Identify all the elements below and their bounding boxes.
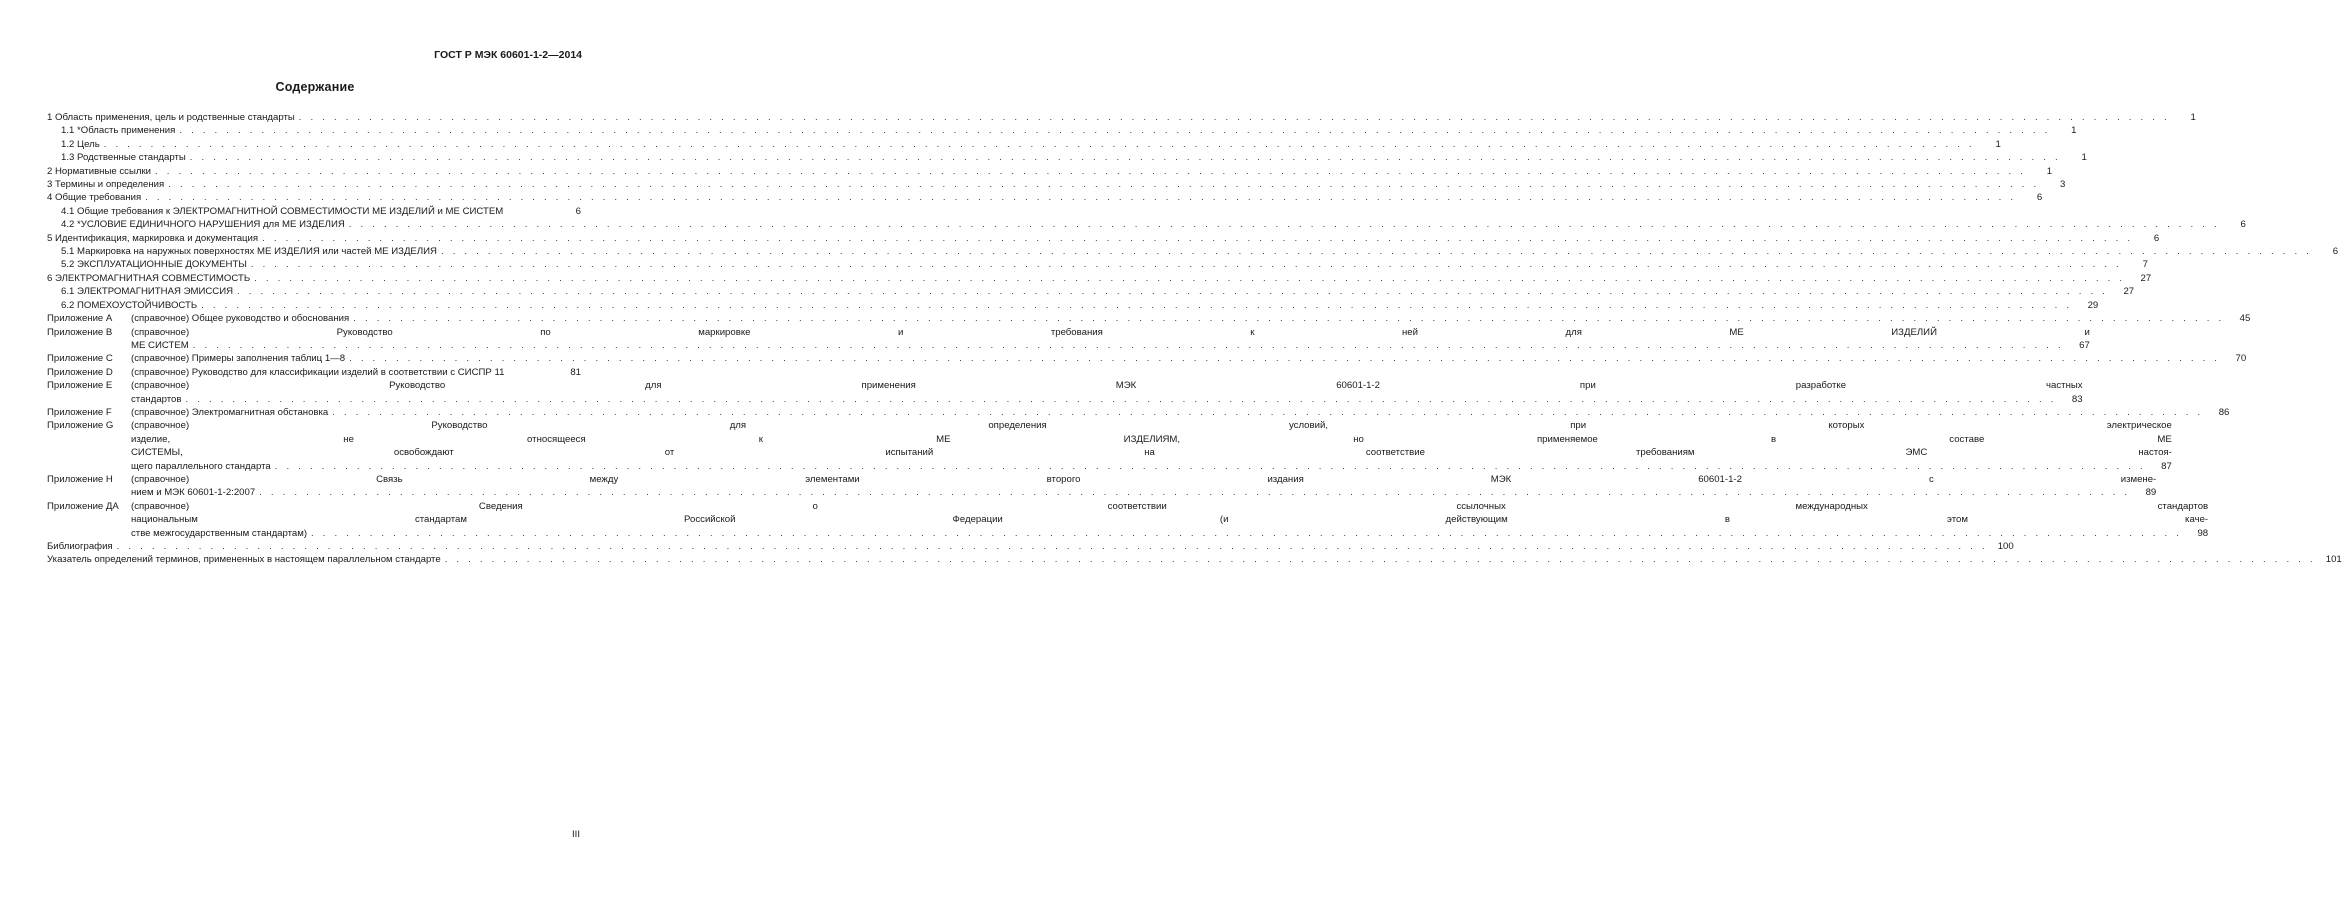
appendix-title-last-line [131,406,2229,419]
toc-entry-page: 7 [2142,259,2148,271]
appendix-label: Приложение F [47,406,112,418]
appendix-entry[interactable] [47,419,2172,473]
toc-entry-title: (справочное) Примеры заполнения таблиц 1—8 [131,353,346,365]
dot-leader: . . . . . . . . . . . . . . . . . . . . . . . . . . . . . . . . . . . . . . . . . . . . . . . . . . . . . . . . . . . . . . . . . . . . . . . . . . . . . . . . . . . . . . . . . . . . . . . . . . . . . . . . . . . . . . . . . . . . . . . . . . . . . . . . . . . . . . . . . . . . . . . . . . . . . . . . . . . . . . . . [168,179,2040,191]
toc-entry-title: (справочное) Общее руководство и обоснования [131,313,350,325]
toc-entry-page: 70 [2235,353,2247,365]
toc-entry[interactable] [47,205,581,218]
appendix-entry[interactable] [47,366,581,379]
toc-entry-title: стве межгосударственным стандартам) [131,527,308,539]
toc-entry-page: 81 [570,366,581,378]
appendix-title-line: национальным стандартам Российской Федерации (и действующим в этом каче- [131,514,2209,526]
dot-leader: . . . . . . . . . . . . . . . . . . . . . . . . . . . . . . . . . . . . . . . . . . . . . . . . . . . . . . . . . . . . . . . . . . . . . . . . . . . . . . . . . . . . . . . . . . . . . . . . . . . . . . . . . . . . . . . . . . . . . . . . . . . . . . . . . . . . . . . . . . . . . . . . . . . . . . . . . . . . . . . . [440,246,2313,258]
toc-entry-page: 67 [2079,339,2090,351]
appendix-title-last-line [131,312,2250,325]
toc-entry-title: 1 Область применения, цель и родственные стандарты [47,112,295,123]
appendix-label: Приложение D [47,366,113,378]
appendix-label: Приложение А [47,313,113,325]
toc-entry-title: 6.1 ЭЛЕКТРОМАГНИТНАЯ ЭМИССИЯ [61,286,234,298]
toc-entry[interactable] [47,124,2077,137]
toc-entry[interactable] [47,553,2342,566]
dot-leader: . . . . . . . . . . . . . . . . . . . . . . . . . . . . . . . . . . . . . . . . . . . . . . . . . . . . . . . . . . . . . . . . . . . . . . . . . . . . . . . . . . . . . . . . . . . . . . . . . . . . . . . . . . . . . . . . . . . . . . . . . . . . . . . . . . . . . . . . . . . . . . . . . . . . . . . . . . . . . . . . [298,112,2170,123]
dot-leader: . . . . . . . . . . . . . . . . . . . . . . . . . . . . . . . . . . . . . . . . . . . . . . . . . . . . . . . . . . . . . . . . . . . . . . . . . . . . . . . . . . . . . . . . . . . . . . . . . . . . . . . . . . . . . . . . . . . . . . . . . . . . . . . . . . . . . . . . . . . . . . . . . . . . . . . . . . . . . . . . [332,406,2204,418]
appendix-entry[interactable] [47,500,2209,540]
toc-entry-page: 89 [2145,487,2157,499]
dot-leader: . . . . . . . . . . . . . . . . . . . . . . . . . . . . . . . . . . . . . . . . . . . . . . . . . . . . . . . . . . . . . . . . . . . . . . . . . . . . . . . . . . . . . . . . . . . . . . . . . . . . . . . . . . . . . . . . . . . . . . . . . . . . . . . . . . . . . . . . . . . . . . . . . . . . . . . . . . . . . . . . [155,165,2027,177]
dot-leader: . . . . . . . . . . . . . . . . . . . . . . . . . . . . . . . . . . . . . . . . . . . . . . . . . . . . . . . . . . . . . . . . . . . . . . . . . . . . . . . . . . . . . . . . . . . . . . . . . . . . . . . . . . . . . . . . . . . . . . . . . . . . . . . . . . . . . . . . . . . . . . . . . . . . . . . . . . . . . . . . [353,313,2225,325]
dot-leader: . . . . . . . . . . . . . . . . . . . . . . . . . . . . . . . . . . . . . . . . . . . . . . . . . . . . . . . . . . . . . . . . . . . . . . . . . . . . . . . . . . . . . . . . . . . . . . . . . . . . . . . . . . . . . . . . . . . . . . . . . . . . . . . . . . . . . . . . . . . . . . . . . . . . . . . . . . . . . . . . [259,487,2131,499]
toc-entry-page: 6 [2153,232,2160,244]
dot-leader: . . . . . . . . . . . . . . . . . . . . . . . . . . . . . . . . . . . . . . . . . . . . . . . . . . . . . . . . . . . . . . . . . . . . . . . . . . . . . . . . . . . . . . . . . . . . . . . . . . . . . . . . . . . . . . . . . . . . . . . . . . . . . . . . . . . . . . . . . . . . . . . . . . . . . . . . . . . . . . . . [185,393,2057,405]
toc-entry-page: 1 [2046,165,2053,177]
toc-entry[interactable] [47,245,2339,258]
appendix-label: Приложение В [47,326,113,338]
dot-leader: . . . . . . . . . . . . . . . . . . . . . . . . . . . . . . . . . . . . . . . . . . . . . . . . . . . . . . . . . . . . . . . . . . . . . . . . . . . . . . . . . . . . . . . . . . . . . . . . . . . . . . . . . . . . . . . . . . . . . . . . . . . . . . . . . . . . . . . . . . . . . . . . . . . . . . . . . . . . . . . . [348,219,2220,231]
dot-leader: . . . . . . . . . . . . . . . . . . . . . . . . . . . . . . . . . . . . . . . . . . . . . . . . . . . . . . . . . . . . . . . . . . . . . . . . . . . . . . . . . . . . . . . . . . . . . . . . . . . . . . . . . . . . . . . . . . . . . . . . . . . . . . . . . . . . . . . . . . . . . . . . . . . . . . . . . . . . . . . . [201,299,2073,311]
dot-leader: . . . . . . . . . . . . . . . . . . . . . . . . . . . . . . . . . . . . . . . . . . . . . . . . . . . . . . . . . . . . . . . . . . . . . . . . . . . . . . . . . . . . . . . . . . . . . . . . . . . . . . . . . . . . . . . . . . . . . . . . . . . . . . . . . . . . . . . . . . . . . . . . . . . . . . . . . . . . . . . . [116,541,1988,552]
dot-leader: . . . . . . . . . . . . . . . . . . . . . . . . . . . . . . . . . . . . . . . . . . . . . . . . . . . . . . . . . . . . . . . . . . . . . . . . . . . . . . . . . . . . . . . . . . . . . . . . . . . . . . . . . . . . . . . . . . . . . . . . . . . . . . . . . . . . . . . . . . . . . . . . . . . . . . . . . . . . . . . . [311,527,2183,539]
toc-entry[interactable] [47,540,2014,553]
toc-entry[interactable] [47,178,2066,191]
toc-entry-title: 5 Идентификация, маркировка и документация [47,232,259,244]
appendix-title-line: (справочное) Сведения о соответствии ссылочных международных стандартов [131,500,2209,512]
toc-entry-title: 4.1 Общие требования к ЭЛЕКТРОМАГНИТНОЙ СОВМЕСТИМОСТИ МЕ ИЗДЕЛИЙ и МЕ СИСТЕМ [61,205,504,217]
appendix-entry[interactable] [47,326,2090,353]
toc-entry-title: 1.1 *Область применения [61,125,176,137]
appendix-title-last-line [131,393,2083,406]
toc-entry-title: нием и МЭК 60601-1-2:2007 [131,487,256,499]
dot-leader: . . . . . . . . . . . . . . . . . . . . . . . . . . . . . . . . . . . . . . . . . . . . . . . . . . . . . . . . . . . . . . . . . . . . . . . . . . . . . . . . . . . . . . . . . . . . . . . . . . . . . . . . . . . . . . . . . . . . . . . . . . . . . . . . . . . . . . . . . . . . . . . . . . . . . . . . . . . . . . . . [237,286,2109,298]
appendix-title-last-line [131,366,581,379]
dot-leader: . . . . . . . . . . . . . . . . . . . . . . . . . . . . . . . . . . . . . . . . . . . . . . . . . . . . . . . . . . . . . . . . . . . . . . . . . . . . . . . . . . . . . . . . . . . . . . . . . . . . . . . . . . . . . . . . . . . . . . . . . . . . . . . . . . . . . . . . . . . . . . . . . . . . . . . . . . . . . . . . [254,272,2126,284]
toc-entry-title: МЕ СИСТЕМ [131,339,189,351]
toc-entry-page: 100 [1997,541,2014,552]
table-of-contents [47,111,2342,567]
toc-entry-page: 1 [2081,152,2087,164]
appendix-label: Приложение Е [47,380,113,392]
document-code: ГОСТ Р МЭК 60601-1-2—2014 [434,49,582,61]
toc-entry-page: 1 [2071,125,2077,137]
dot-leader: . . . . . . . . . . . . . . . . . . . . . . . . . . . . . . . . . . . . . . . . . . . . . . . . . . . . . . . . . . . . . . . . . . . . . . . . . . . . . . . . . . . . . . . . . . . . . . . . . . . . . . . . . . . . . . . . . . . . . . . . . . . . . . . . . . . . . . . . . . . . . . . . . . . . . . . . . . . . . . . . [349,353,2221,365]
dot-leader: . . . . . . . . . . . . . . . . . . . . . . . . . . . . . . . . . . . . . . . . . . . . . . . . . . . . . . . . . . . . . . . . . . . . . . . . . . . . . . . . . . . . . . . . . . . . . . . . . . . . . . . . . . . . . . . . . . . . . . . . . . . . . . . . . . . . . . . . . . . . . . . . . . . . . . . . . . . . . . . . [444,554,2316,566]
appendix-title-line: (справочное) Руководство по маркировке и требования к ней для МЕ ИЗДЕЛИЙ и [131,326,2090,338]
toc-entry[interactable] [47,218,2246,231]
toc-entry-page: 3 [2059,179,2066,191]
appendix-entry[interactable] [47,312,2251,325]
dot-leader: . . . . . . . . . . . . . . . . . . . . . . . . . . . . . . . . . . . . . . . . . . . . . . . . . . . . . . . . . . . . . . . . . . . . . . . . . . . . . . . . . . . . . . . . . . . . . . . . . . . . . . . . . . . . . . . . . . . . . . . . . . . . . . . . . . . . . . . . . . . . . . . . . . . . . . . . . . . . . . . . [103,138,1975,150]
appendix-label: Приложение G [47,420,114,432]
toc-entry-title: 6 ЭЛЕКТРОМАГНИТНАЯ СОВМЕСТИМОСТЬ [47,272,251,284]
toc-entry-page: 45 [2239,313,2251,325]
toc-entry[interactable] [47,151,2087,164]
appendix-entry[interactable] [47,406,2230,419]
dot-leader: . . . . . . . . . . . . . . . . . . . . . . . . . . . . . . . . . . . . . . . . . . . . . . . . . . . . . . . . . . . . . . . . . . . . . . . . . . . . . . . . . . . . . . . . . . . . . . . . . . . . . . . . . . . . . . . . . . . . . . . . . . . . . . . . . . . . . . . . . . . . . . . . . . . . . . . . . . . . . . . . [145,192,2017,204]
page-title: Содержание [275,80,355,94]
appendix-title-line: (справочное) Руководство для применения МЭК 60601-1-2 при разработке частных [131,380,2083,392]
appendix-entry[interactable] [47,473,2157,500]
toc-entry[interactable] [47,191,2043,204]
appendix-title-last-line [131,339,2090,352]
appendix-title-last-line [131,352,2246,365]
toc-entry[interactable] [47,111,2196,124]
toc-entry-title: (справочное) Руководство для классификации изделий в соответствии с СИСПР 11 [131,366,505,378]
appendix-title-line: (справочное) Руководство для определения условий, при которых электрическое [131,420,2172,432]
appendix-title-line: изделие, не относящееся к МЕ ИЗДЕЛИЯМ, но применяемое в составе МЕ [131,433,2172,445]
toc-entry-title: стандартов [131,393,182,405]
toc-entry-title: (справочное) Электромагнитная обстановка [131,406,329,418]
toc-entry-title: 4 Общие требования [47,192,142,204]
toc-entry-page: 101 [2325,554,2342,566]
toc-entry-title: щего параллельного стандарта [131,460,271,472]
toc-entry-title: 6.2 ПОМЕХОУСТОЙЧИВОСТЬ [61,299,198,311]
appendix-label: Приложение ДА [47,500,119,512]
toc-entry-page: 27 [2123,286,2135,298]
toc-entry-title: 3 Термины и определения [47,179,165,191]
toc-entry-page: 87 [2161,460,2172,472]
toc-entry-title: 2 Нормативные ссылки [47,165,152,177]
appendix-title-line: СИСТЕМЫ, освобождают от испытаний на соответствие требованиям ЭМС настоя- [131,447,2172,459]
appendix-label: Приложение Н [47,473,113,485]
toc-entry-page: 98 [2197,527,2209,539]
toc-entry-title: Библиография [47,541,113,552]
toc-entry-page: 29 [2087,299,2099,311]
toc-entry-page: 6 [2240,219,2246,231]
toc-entry[interactable] [47,299,2099,312]
toc-entry-page: 6 [575,205,581,217]
toc-entry-page: 27 [2140,272,2152,284]
appendix-title-last-line [131,460,2172,473]
toc-entry-title: 5.1 Маркировка на наружных поверхностях МЕ ИЗДЕЛИЯ или частей МЕ ИЗДЕЛИЯ [61,246,437,258]
dot-leader: . . . . . . . . . . . . . . . . . . . . . . . . . . . . . . . . . . . . . . . . . . . . . . . . . . . . . . . . . . . . . . . . . . . . . . . . . . . . . . . . . . . . . . . . . . . . . . . . . . . . . . . . . . . . . . . . . . . . . . . . . . . . . . . . . . . . . . . . . . . . . . . . . . . . . . . . . . . . . . . . [179,125,2051,137]
toc-entry-page: 6 [2036,192,2043,204]
toc-entry-page: 86 [2218,406,2230,418]
toc-entry[interactable] [47,165,2053,178]
toc-entry-page: 83 [2071,393,2083,405]
toc-entry-title: 4.2 *УСЛОВИЕ ЕДИНИЧНОГО НАРУШЕНИЯ для МЕ ИЗДЕЛИЯ [61,219,345,231]
toc-entry[interactable] [47,138,2001,151]
page-number: III [572,829,580,840]
toc-entry-title: Указатель определений терминов, примененных в настоящем параллельном стандарте [47,554,441,566]
dot-leader: . . . . . . . . . . . . . . . . . . . . . . . . . . . . . . . . . . . . . . . . . . . . . . . . . . . . . . . . . . . . . . . . . . . . . . . . . . . . . . . . . . . . . . . . . . . . . . . . . . . . . . . . . . . . . . . . . . . . . . . . . . . . . . . . . . . . . . . . . . . . . . . . . . . . . . . . . . . . . . . . [250,259,2122,271]
toc-entry-title: 1.3 Родственные стандарты [61,152,186,164]
dot-leader: . . . . . . . . . . . . . . . . . . . . . . . . . . . . . . . . . . . . . . . . . . . . . . . . . . . . . . . . . . . . . . . . . . . . . . . . . . . . . . . . . . . . . . . . . . . . . . . . . . . . . . . . . . . . . . . . . . . . . . . . . . . . . . . . . . . . . . . . . . . . . . . . . . . . . . . . . . . . . . . . [192,339,2064,351]
toc-entry-title: 5.2 ЭКСПЛУАТАЦИОННЫЕ ДОКУМЕНТЫ [61,259,247,271]
toc-entry-page: 6 [2332,246,2339,258]
toc-entry[interactable] [47,232,2160,245]
toc-entry-title: 1.2 Цель [61,138,100,150]
toc-entry-page: 1 [2190,112,2196,123]
appendix-title-last-line [131,527,2208,540]
appendix-title-line: (справочное) Связь между элементами второго издания МЭК 60601-1-2 с измене- [131,473,2157,485]
appendix-entry[interactable] [47,379,2083,406]
toc-entry[interactable] [47,272,2152,285]
appendix-entry[interactable] [47,352,2247,365]
dot-leader: . . . . . . . . . . . . . . . . . . . . . . . . . . . . . . . . . . . . . . . . . . . . . . . . . . . . . . . . . . . . . . . . . . . . . . . . . . . . . . . . . . . . . . . . . . . . . . . . . . . . . . . . . . . . . . . . . . . . . . . . . . . . . . . . . . . . . . . . . . . . . . . . . . . . . . . . . . . . . . . . [189,152,2061,164]
dot-leader: . . . . . . . . . . . . . . . . . . . . . . . . . . . . . . . . . . . . . . . . . . . . . . . . . . . . . . . . . . . . . . . . . . . . . . . . . . . . . . . . . . . . . . . . . . . . . . . . . . . . . . . . . . . . . . . . . . . . . . . . . . . . . . . . . . . . . . . . . . . . . . . . . . . . . . . . . . . . . . . . [274,460,2146,472]
toc-entry[interactable] [47,285,2135,298]
toc-entry[interactable] [47,258,2148,271]
toc-entry-page: 1 [1995,138,2001,150]
appendix-label: Приложение С [47,353,113,365]
dot-leader: . . . . . . . . . . . . . . . . . . . . . . . . . . . . . . . . . . . . . . . . . . . . . . . . . . . . . . . . . . . . . . . . . . . . . . . . . . . . . . . . . . . . . . . . . . . . . . . . . . . . . . . . . . . . . . . . . . . . . . . . . . . . . . . . . . . . . . . . . . . . . . . . . . . . . . . . . . . . . . . . [262,232,2134,244]
appendix-title-last-line [131,486,2156,499]
